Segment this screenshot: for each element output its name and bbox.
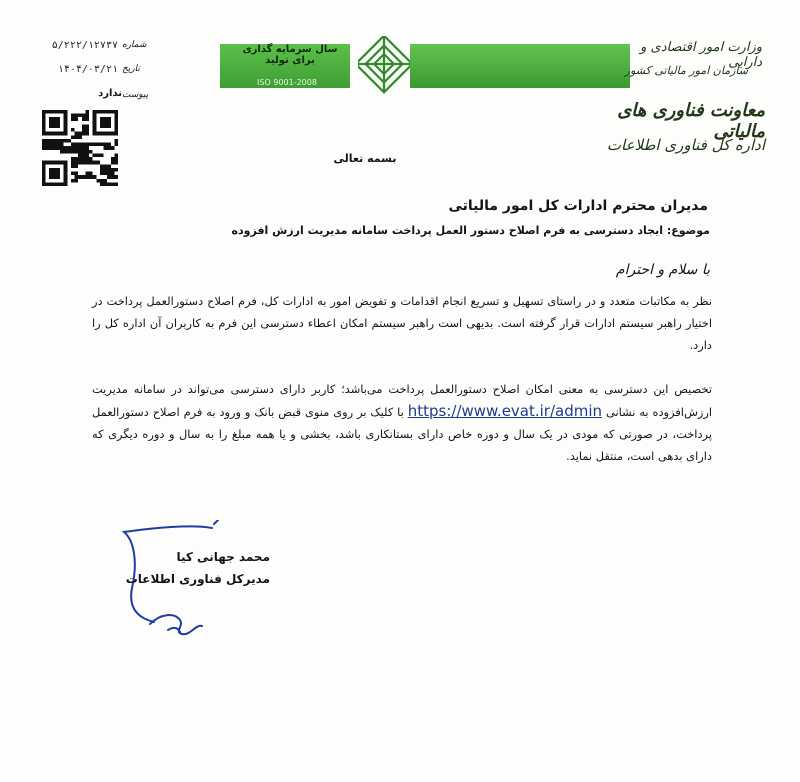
ministry-name: وزارت امور اقتصادی و دارایی [640, 40, 762, 70]
attachment-label: پیوست [122, 90, 149, 100]
letter-number-label: شماره [122, 40, 147, 50]
signatory-title: مدیرکل فناوری اطلاعات [125, 572, 270, 586]
handwritten-signature-icon [110, 520, 280, 660]
deputy-name: معاونت فناوری های مالیاتی [617, 100, 765, 142]
signatory-name: محمد جهانی کیا [176, 550, 270, 564]
letter-date-label: تاریخ [122, 64, 140, 74]
subject-line: موضوع: ایجاد دسترسی به فرم اصلاح دستور العمل پرداخت سامانه مدیریت ارزش افزوده [231, 224, 710, 237]
paragraph-2-end: با کلیک بر روی منوی قبض بانک و ورود به فرم اصلاح دستورالعمل پرداخت، در صورتی که مودی در یک سال و دوره خاص دارای بستانکاری باشد، بخشی و یا همه مبلغ را به سال و دوره دیگری که دارای بدهی است، منتقل نماید. [92, 405, 712, 463]
paragraph-2-start: تخصیص این دسترسی به معنی امکان اصلاح دستورالعمل پرداخت می‌باشد؛ کاربر دارای دسترسی می‌تواند در سامانه مدیریت ارزش‌افزوده به نشانی [92, 382, 713, 419]
attachment-value: ندارد [98, 88, 122, 99]
year-slogan: سال سرمایه گذاری برای تولید [242, 44, 338, 66]
bismillah-heading: بسمه تعالی [333, 152, 397, 165]
admin-portal-link[interactable]: https://www.evat.ir/admin [407, 402, 603, 420]
iso-certification: ISO 9001-2008 [257, 78, 317, 87]
organization-name: سازمان امور مالیاتی کشور [624, 64, 748, 77]
letter-date: ۱۴۰۴/۰۳/۲۱ [57, 64, 118, 75]
letter-number: ۵/۲۲۲/۱۲۷۳۷ [51, 40, 118, 51]
recipient-line: مدیران محترم ادارات کل امور مالیاتی [448, 198, 708, 214]
body-paragraph-1: نظر به مکاتبات متعدد و در راستای تسهیل و تسریع انجام اقدامات و تفویض امور به ادارات کل، فرم اصلاح دستورالعمل پرداخت در اختیار راهبر سیستم ادارات قرار گرفته است. بدیهی است راهبر سیستم امکان اعطاء دسترسی این فرم به کاربران آن اداره کل را دارد. [92, 294, 712, 352]
tax-organization-emblem-icon [358, 36, 410, 94]
greeting: با سلام و احترام [615, 262, 710, 278]
office-name: اداره کل فناوری اطلاعات [606, 136, 765, 154]
body-paragraph-2 [92, 378, 712, 467]
qr-code-icon [42, 110, 118, 186]
